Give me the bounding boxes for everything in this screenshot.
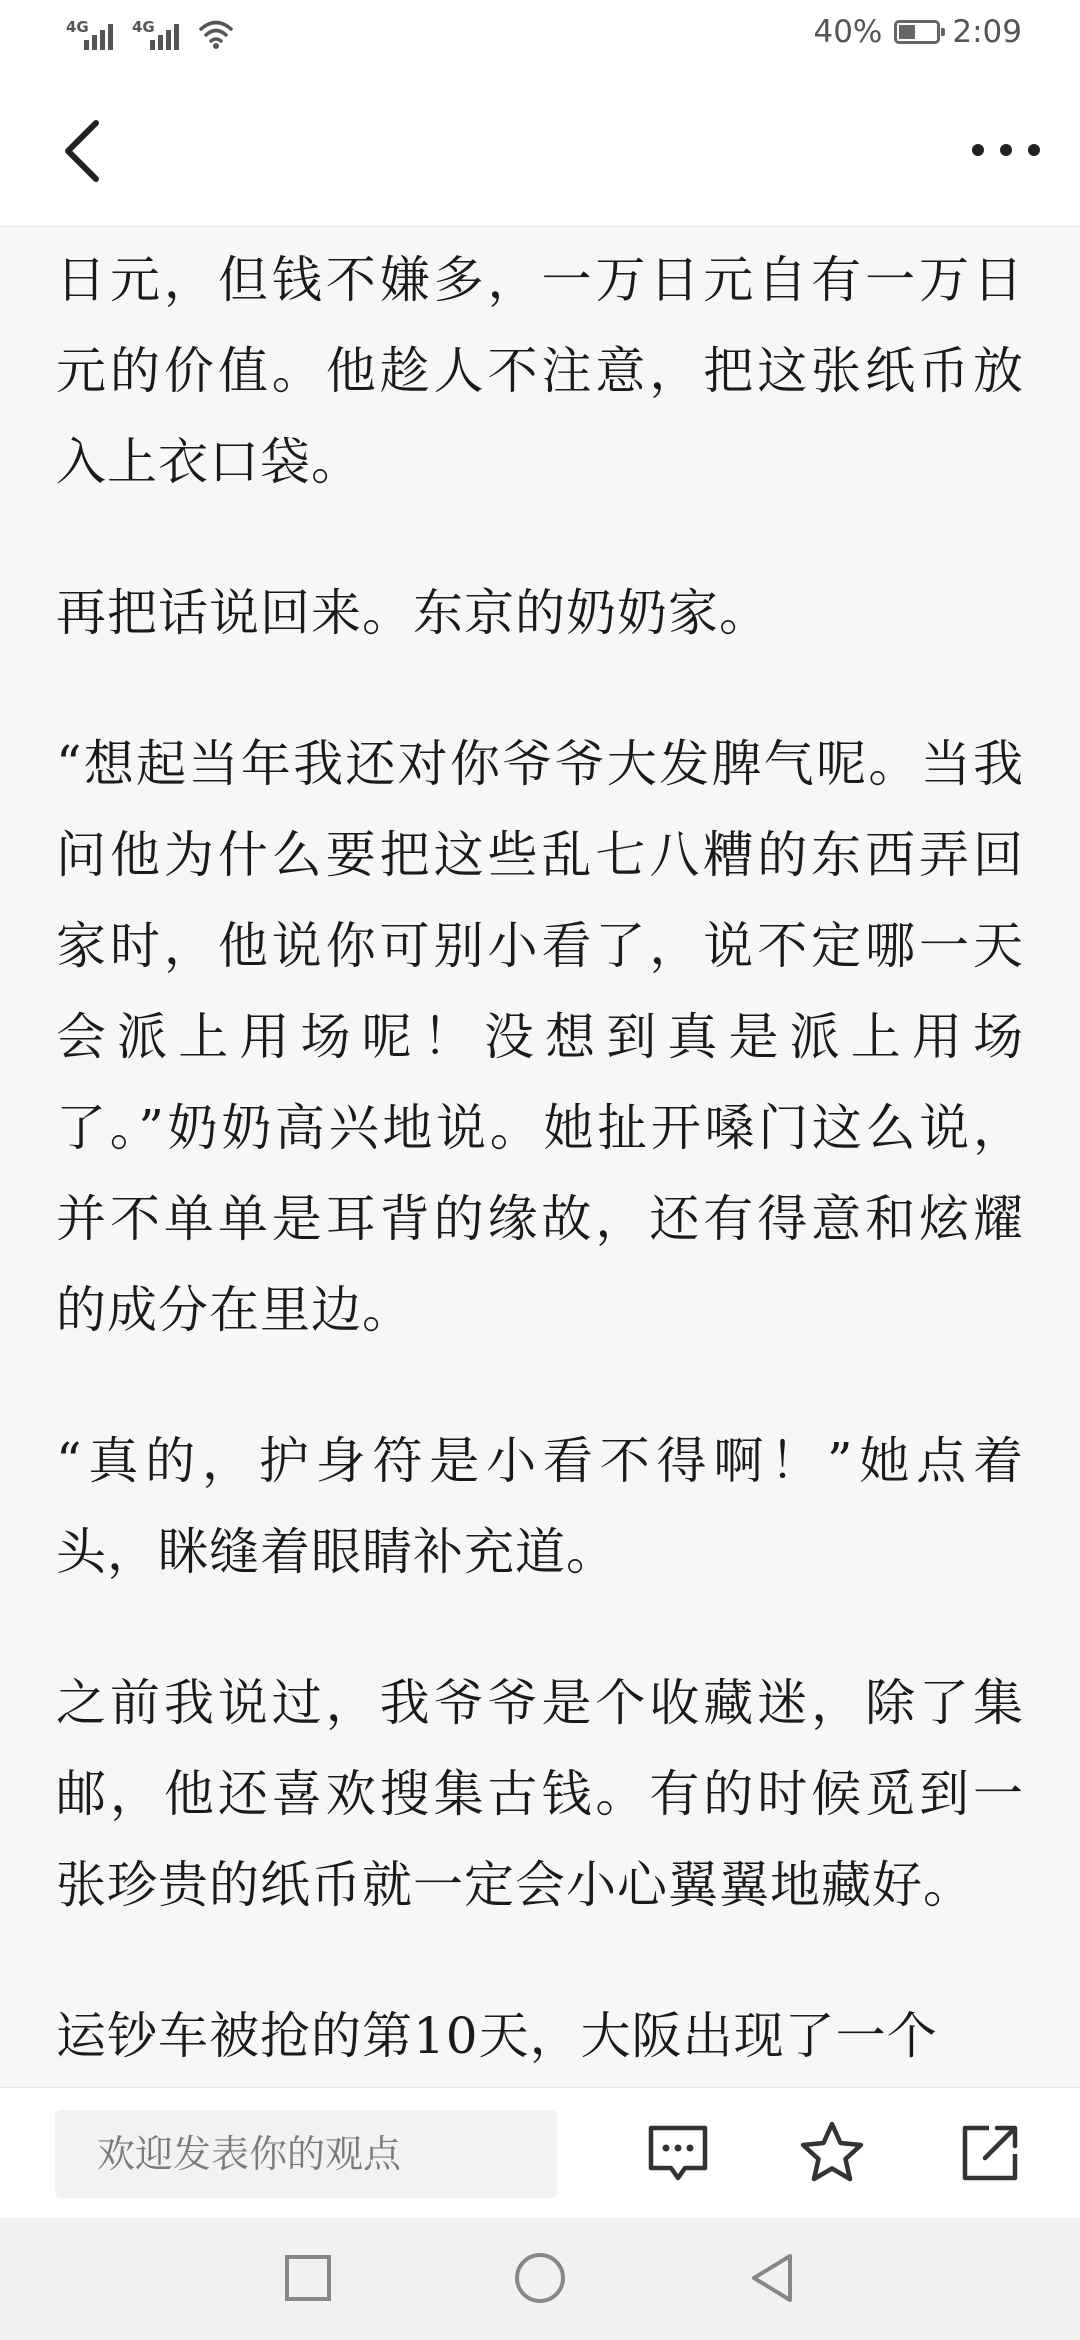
- star-icon[interactable]: [797, 2118, 867, 2188]
- more-options-button[interactable]: [968, 125, 1044, 175]
- home-button[interactable]: [508, 2246, 572, 2310]
- article-paragraph: 运钞车被抢的第10天，大阪出现了一个: [56, 2007, 938, 2065]
- comment-input[interactable]: [55, 2110, 557, 2198]
- nav-back-button[interactable]: [740, 2246, 804, 2310]
- battery-icon: [894, 20, 940, 44]
- battery-percent: 40%: [813, 14, 883, 50]
- clock-time: 2:09: [952, 14, 1022, 50]
- back-button[interactable]: [50, 113, 120, 189]
- article-paragraph: 之前我说过，我爷爷是个收藏迷，除了集邮，他还喜欢搜集古钱。有的时候觅到一张珍贵的纸币就一定会小心翼翼地藏好。: [56, 1674, 1024, 1914]
- system-navigation-bar: [0, 2218, 1080, 2340]
- network-type-1: 4G: [66, 18, 89, 36]
- network-type-2: 4G: [132, 18, 155, 36]
- status-bar: [0, 0, 1080, 75]
- cell-signal-2-icon: [132, 18, 184, 50]
- article-paragraph: 再把话说回来。东京的奶奶家。: [56, 584, 770, 642]
- article-paragraph: “想起当年我还对你爷爷大发脾气呢。当我问他为什么要把这些乱七八糟的东西弄回家时，他说你可别小看了，说不定哪一天会派上用场呢！没想到真是派上用场了。”奶奶高兴地说。她扯开嗓门这么说，并不单单是耳背的缘故，还有得意和炫耀的成分在里边。: [56, 735, 1024, 1339]
- square-icon: [287, 2257, 329, 2299]
- wifi-icon: [198, 18, 234, 50]
- comment-icon[interactable]: [643, 2118, 713, 2188]
- article-content[interactable]: [0, 227, 1080, 2087]
- article-paragraph: 日元，但钱不嫌多，一万日元自有一万日元的价值。他趁人不注意，把这张纸币放入上衣口袋。: [56, 251, 1024, 491]
- recents-button[interactable]: [276, 2246, 340, 2310]
- status-right: [813, 14, 1022, 50]
- more-horizontal-icon: [972, 144, 1040, 156]
- signal-group: [66, 18, 234, 50]
- battery-fill: [899, 25, 915, 39]
- article-paragraph: “真的，护身符是小看不得啊！”她点着头，眯缝着眼睛补充道。: [56, 1432, 1024, 1581]
- app-header: [0, 75, 1080, 227]
- chevron-left-icon: [68, 123, 96, 179]
- cell-signal-1-icon: [66, 18, 118, 50]
- share-icon[interactable]: [955, 2118, 1025, 2188]
- triangle-back-icon: [754, 2256, 790, 2300]
- comment-bar: [0, 2087, 1080, 2219]
- circle-icon: [517, 2255, 563, 2301]
